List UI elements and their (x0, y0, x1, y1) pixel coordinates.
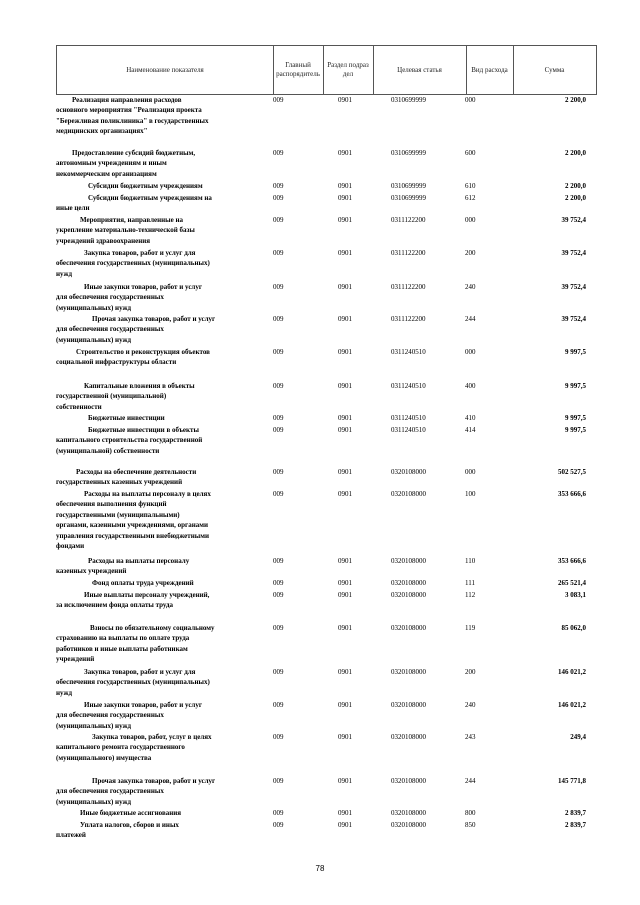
row-name-line: Взносы по обязательному социальному (90, 624, 215, 632)
row-type: 243 (465, 733, 476, 741)
row-section: 0901 (338, 557, 352, 565)
row-target: 0320108000 (391, 579, 426, 587)
row-sum: 2 200,0 (565, 149, 586, 157)
row-sum: 249,4 (570, 733, 586, 741)
row-sum: 265 521,4 (558, 579, 586, 587)
row-target: 0320108000 (391, 701, 426, 709)
row-target: 0311122200 (391, 249, 426, 257)
row-name (56, 700, 244, 731)
header-name-label: Наименование показателя (126, 65, 204, 74)
row-name-line: "Бережливая поликлиника" в государственных (56, 116, 209, 125)
row-name-line: медицинских организациях" (56, 127, 148, 136)
row-target: 0320108000 (391, 809, 426, 817)
row-admin: 009 (273, 182, 284, 190)
row-admin: 009 (273, 96, 284, 104)
row-name-line: Расходы на выплаты персоналу (88, 557, 190, 565)
row-admin: 009 (273, 490, 284, 498)
page-number: 78 (315, 864, 325, 873)
row-admin: 009 (273, 557, 284, 565)
row-sum: 9 997,5 (565, 382, 586, 390)
row-sum: 39 752,4 (561, 249, 586, 257)
row-section: 0901 (338, 426, 352, 434)
row-name (56, 590, 244, 611)
row-name-line: для обеспечения государственных (56, 787, 164, 796)
row-name (56, 489, 244, 551)
row-name-line: страхованию на выплаты по оплате труда (56, 634, 190, 643)
row-section: 0901 (338, 96, 352, 104)
row-name (56, 381, 244, 412)
row-name-line: обеспечения выполнения функций (56, 500, 167, 509)
row-sum: 502 527,5 (558, 468, 586, 476)
row-name-line: учреждений (56, 655, 95, 664)
row-sum: 9 997,5 (565, 414, 586, 422)
row-section: 0901 (338, 315, 352, 323)
row-section: 0901 (338, 414, 352, 422)
row-section: 0901 (338, 733, 352, 741)
row-section: 0901 (338, 149, 352, 157)
row-sum: 85 062,0 (561, 624, 586, 632)
row-admin: 009 (273, 733, 284, 741)
row-target: 0311122200 (391, 283, 426, 291)
row-name-line: казенных учреждений (56, 567, 127, 576)
row-sum: 353 666,6 (558, 557, 586, 565)
row-sum: 2 839,7 (565, 809, 586, 817)
row-name (56, 215, 244, 246)
row-name-line: Реализация направления расходов (72, 96, 182, 104)
row-type: 414 (465, 426, 476, 434)
row-sum: 2 200,0 (565, 182, 586, 190)
row-name (56, 95, 244, 137)
row-admin: 009 (273, 414, 284, 422)
row-name-line: обеспечения государственных (муниципальных) (56, 678, 210, 687)
row-target: 0320108000 (391, 624, 426, 632)
row-name-line: Расходы на выплаты персоналу в целях (84, 490, 211, 498)
row-type: 244 (465, 777, 476, 785)
row-name-line: Расходы на обеспечение деятельности (76, 468, 197, 476)
row-type: 100 (465, 490, 476, 498)
row-admin: 009 (273, 701, 284, 709)
row-name-line: Закупка товаров, работ и услуг для (84, 668, 196, 676)
row-target: 0320108000 (391, 733, 426, 741)
row-admin: 009 (273, 283, 284, 291)
row-name-line: (муниципальных) нужд (56, 797, 132, 806)
row-target: 0310699999 (391, 182, 426, 190)
row-type: 000 (465, 348, 476, 356)
row-name-line: Субсидии бюджетным учреждениям (88, 182, 203, 190)
row-name (56, 193, 244, 214)
row-type: 244 (465, 315, 476, 323)
row-target: 0311240510 (391, 426, 426, 434)
row-name-line: Строительство и реконструкция объектов (76, 348, 210, 356)
row-name-line: Иные закупки товаров, работ и услуг (84, 701, 203, 709)
row-name-line: обеспечения государственных (муниципальных) (56, 259, 210, 268)
row-admin: 009 (273, 668, 284, 676)
row-name-line: Иные закупки товаров, работ и услуг (84, 283, 203, 291)
row-type: 400 (465, 382, 476, 390)
row-name-line: для обеспечения государственных (56, 711, 164, 720)
row-section: 0901 (338, 216, 352, 224)
row-type: 200 (465, 249, 476, 257)
row-sum: 3 083,1 (565, 591, 586, 599)
row-name (56, 282, 244, 313)
row-target: 0310699999 (391, 96, 426, 104)
row-type: 000 (465, 96, 476, 104)
row-sum: 9 997,5 (565, 426, 586, 434)
row-target: 0311240510 (391, 414, 426, 422)
row-sum: 2 200,0 (565, 194, 586, 202)
row-name-line: Фонд оплаты труда учреждений (92, 579, 194, 587)
row-section: 0901 (338, 624, 352, 632)
row-sum: 39 752,4 (561, 315, 586, 323)
row-name-line: иные цели (56, 204, 90, 213)
row-type: 111 (465, 579, 475, 587)
row-name-line: для обеспечения государственных (56, 325, 164, 334)
row-target: 0320108000 (391, 490, 426, 498)
row-target: 0320108000 (391, 821, 426, 829)
header-sum (513, 46, 596, 94)
row-name (56, 556, 244, 577)
row-name-line: платежей (56, 831, 86, 840)
row-target: 0310699999 (391, 149, 426, 157)
row-name-line: нужд (56, 269, 73, 278)
row-name-line: Прочая закупка товаров, работ и услуг (92, 777, 216, 785)
row-name-line: Предоставление субсидий бюджетным, (72, 149, 196, 157)
row-name-line: Бюджетные инвестиции (88, 414, 165, 422)
row-name-line: Иные бюджетные ассигнования (80, 809, 182, 817)
row-name-line: (муниципальных) нужд (56, 335, 132, 344)
row-name-line: Закупка товаров, работ и услуг для (84, 249, 196, 257)
row-section: 0901 (338, 777, 352, 785)
row-section: 0901 (338, 701, 352, 709)
row-type: 850 (465, 821, 476, 829)
row-sum: 146 021,2 (558, 668, 586, 676)
row-section: 0901 (338, 382, 352, 390)
row-type: 000 (465, 216, 476, 224)
row-name-line: (муниципального) имущества (56, 753, 152, 762)
row-admin: 009 (273, 149, 284, 157)
row-name-line: управления государственными внебюджетными (56, 531, 210, 540)
row-section: 0901 (338, 579, 352, 587)
row-admin: 009 (273, 821, 284, 829)
row-name-line: фондами (56, 542, 85, 551)
row-sum: 39 752,4 (561, 216, 586, 224)
row-name-line: Субсидии бюджетным учреждениям на (88, 194, 212, 202)
row-type: 800 (465, 809, 476, 817)
row-type: 240 (465, 701, 476, 709)
row-sum: 2 839,7 (565, 821, 586, 829)
row-section: 0901 (338, 591, 352, 599)
row-name (56, 467, 244, 488)
row-name-line: автономным учреждениям и иным (56, 159, 167, 168)
row-type: 119 (465, 624, 476, 632)
row-admin: 009 (273, 315, 284, 323)
row-name-line: капитального ремонта государственного (56, 743, 185, 752)
row-type: 410 (465, 414, 476, 422)
row-name-line: работников и иные выплаты работникам (56, 644, 188, 653)
row-name-line: государственных казенных учреждений (56, 478, 183, 487)
row-name (56, 425, 244, 456)
row-target: 0320108000 (391, 591, 426, 599)
row-name-line: социальной инфраструктуры области (56, 358, 177, 367)
row-section: 0901 (338, 194, 352, 202)
row-type: 600 (465, 149, 476, 157)
row-name-line: Капитальные вложения в объекты (84, 382, 195, 390)
header-admin (273, 46, 324, 94)
row-target: 0320108000 (391, 668, 426, 676)
row-type: 200 (465, 668, 476, 676)
row-admin: 009 (273, 216, 284, 224)
row-name (56, 314, 244, 345)
row-name (56, 248, 244, 279)
row-section: 0901 (338, 490, 352, 498)
row-sum: 146 021,2 (558, 701, 586, 709)
row-name-line: (муниципальной) собственности (56, 446, 160, 455)
row-name-line: собственности (56, 402, 102, 411)
row-admin: 009 (273, 348, 284, 356)
row-name (56, 776, 244, 807)
row-name (56, 413, 244, 423)
row-target: 0311122200 (391, 315, 426, 323)
row-name-line: органами, казенными учреждениями, органами (56, 521, 209, 530)
row-admin: 009 (273, 579, 284, 587)
row-name (56, 347, 244, 368)
header-name (57, 46, 274, 94)
row-sum: 353 666,6 (558, 490, 586, 498)
row-name (56, 148, 244, 179)
row-section: 0901 (338, 809, 352, 817)
row-name-line: (муниципальных) нужд (56, 303, 132, 312)
row-name-line: (муниципальных) нужд (56, 721, 132, 730)
row-name-line: Уплата налогов, сборов и иных (80, 821, 179, 829)
row-name (56, 808, 244, 818)
row-admin: 009 (273, 468, 284, 476)
row-section: 0901 (338, 668, 352, 676)
row-name-line: государственной (муниципальной) (56, 392, 167, 401)
table-header (56, 45, 597, 95)
row-type: 612 (465, 194, 476, 202)
row-admin: 009 (273, 426, 284, 434)
row-name-line: государственными (муниципальными) (56, 510, 180, 519)
row-name-line: для обеспечения государственных (56, 293, 164, 302)
row-section: 0901 (338, 182, 352, 190)
row-name (56, 181, 244, 191)
header-sum-label: Сумма (544, 65, 565, 74)
row-type: 000 (465, 468, 476, 476)
row-admin: 009 (273, 249, 284, 257)
row-target: 0311240510 (391, 382, 426, 390)
row-name-line: Иные выплаты персоналу учреждений, (84, 591, 210, 599)
row-type: 110 (465, 557, 476, 565)
row-name (56, 820, 244, 841)
row-name-line: укрепление материально-технической базы (56, 226, 195, 235)
row-target: 0311122200 (391, 216, 426, 224)
row-section: 0901 (338, 283, 352, 291)
row-name-line: Прочая закупка товаров, работ и услуг (92, 315, 216, 323)
header-section-label: Раздел подраз дел (327, 61, 369, 78)
row-name-line: основного мероприятия "Реализация проекта (56, 106, 202, 115)
row-admin: 009 (273, 382, 284, 390)
row-target: 0320108000 (391, 777, 426, 785)
row-name (56, 578, 244, 588)
row-section: 0901 (338, 348, 352, 356)
row-name-line: Бюджетные инвестиции в объекты (88, 426, 199, 434)
row-name (56, 623, 244, 665)
row-name (56, 732, 244, 763)
row-name-line: нужд (56, 688, 73, 697)
row-sum: 39 752,4 (561, 283, 586, 291)
row-admin: 009 (273, 624, 284, 632)
row-admin: 009 (273, 777, 284, 785)
row-admin: 009 (273, 194, 284, 202)
row-sum: 145 771,8 (558, 777, 586, 785)
row-sum: 2 200,0 (565, 96, 586, 104)
row-section: 0901 (338, 821, 352, 829)
row-name-line: некоммерческим организациям (56, 169, 157, 178)
row-name-line: Закупка товаров, работ, услуг в целях (92, 733, 212, 741)
row-admin: 009 (273, 591, 284, 599)
header-target-label: Целевая статья (397, 65, 442, 74)
header-type-label: Вид расхода (471, 65, 508, 74)
header-type (466, 46, 514, 94)
row-admin: 009 (273, 809, 284, 817)
row-type: 112 (465, 591, 476, 599)
row-type: 240 (465, 283, 476, 291)
row-target: 0311240510 (391, 348, 426, 356)
header-admin-label: Главный распорядитель (276, 61, 320, 78)
row-target: 0320108000 (391, 468, 426, 476)
row-name (56, 667, 244, 698)
row-sum: 9 997,5 (565, 348, 586, 356)
row-name-line: учреждений здравоохранения (56, 236, 151, 245)
row-type: 610 (465, 182, 476, 190)
row-name-line: капитального строительства государственной (56, 436, 203, 445)
row-name-line: Мероприятия, направленные на (80, 216, 184, 224)
row-name-line: за исключением фонда оплаты труда (56, 601, 174, 610)
header-section (323, 46, 374, 94)
row-target: 0320108000 (391, 557, 426, 565)
row-section: 0901 (338, 468, 352, 476)
header-target (373, 46, 467, 94)
row-section: 0901 (338, 249, 352, 257)
row-target: 0310699999 (391, 194, 426, 202)
